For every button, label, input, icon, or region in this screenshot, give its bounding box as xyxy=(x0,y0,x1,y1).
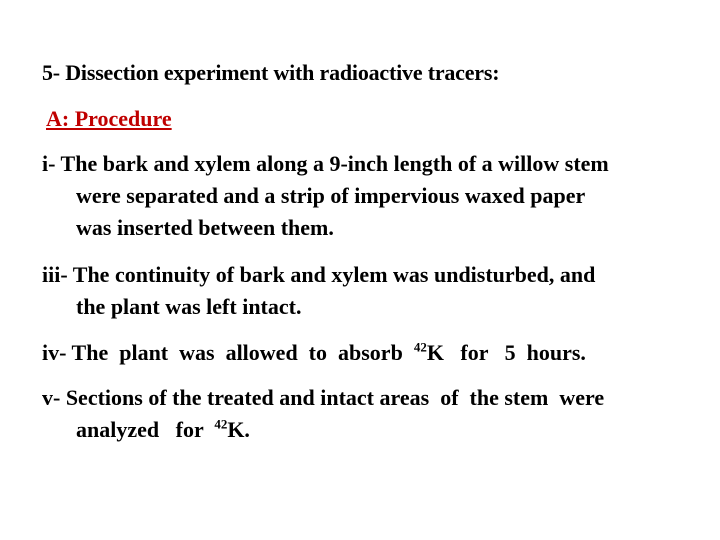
procedure-step-v xyxy=(42,382,682,446)
step-i-line-1: i- The bark and xylem along a 9-inch length of a willow stem xyxy=(42,151,609,176)
step-iv-text: iv- The plant was allowed to absorb xyxy=(42,340,414,365)
step-iii-line-1: iii- The continuity of bark and xylem was undisturbed, and xyxy=(42,262,596,287)
procedure-step-iii xyxy=(42,259,682,323)
step-iv-text-end: K for 5 hours. xyxy=(426,340,586,365)
step-i-line-2: were separated and a strip of impervious waxed paper xyxy=(76,183,586,208)
isotope-mass-number: 42 xyxy=(413,339,427,355)
procedure-subheading: A: Procedure xyxy=(46,106,172,131)
step-v-line-1: v- Sections of the treated and intact areas of the stem were xyxy=(42,385,605,410)
step-v-text: analyzed for xyxy=(76,417,215,442)
procedure-step-iv xyxy=(42,337,682,369)
step-v-line-2 xyxy=(42,414,682,446)
step-v-text-end: K. xyxy=(227,417,250,442)
section-heading: 5- Dissection experiment with radioactive tracers: xyxy=(42,60,500,85)
step-iv-line-1 xyxy=(42,337,682,369)
step-i-line-3: was inserted between them. xyxy=(76,215,334,240)
procedure-step-i xyxy=(42,148,682,244)
step-iii-line-2: the plant was left intact. xyxy=(76,294,302,319)
isotope-mass-number: 42 xyxy=(214,416,228,432)
